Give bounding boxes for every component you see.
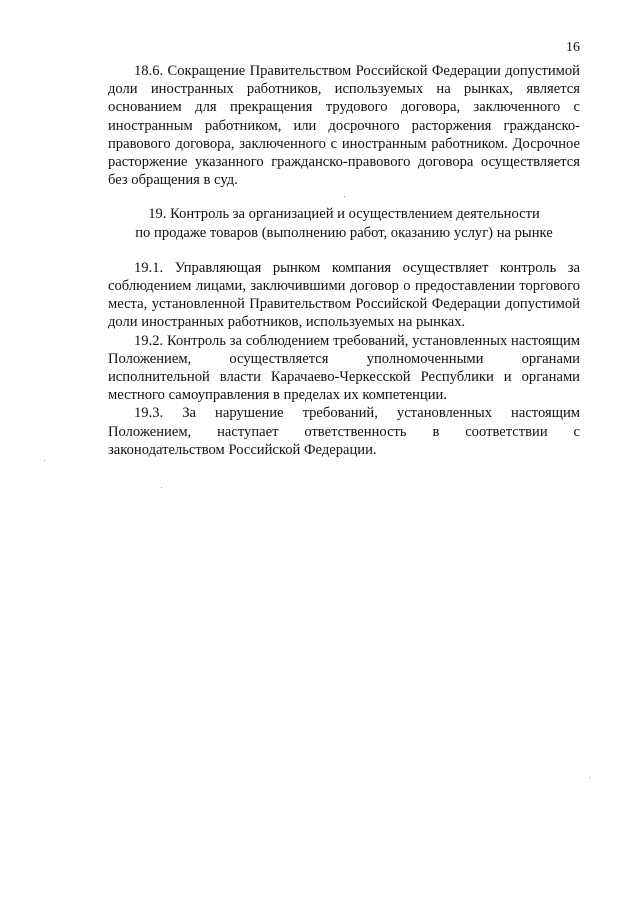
page-number: 16 bbox=[566, 40, 580, 55]
paragraph-19-1: 19.1. Управляющая рынком компания осуществляет контроль за соблюдением лицами, заключившими договор о предоставлении торгового места, установленной Правительством Российской Федерации допустимой доли иностранных работников, используемых на рынках. bbox=[108, 259, 580, 331]
scan-speck bbox=[44, 460, 45, 461]
scan-speck bbox=[589, 777, 590, 778]
paragraph-18-6: 18.6. Сокращение Правительством Российской Федерации допустимой доли иностранных работников, используемых на рынках, является основанием для прекращения трудового договора, заключенного с иностранным работником, или досрочного расторжения гражданско-правового договора, заключенного с иностранным работником. Досрочное расторжение указанного гражданско-правового договора осуществляется без обращения в суд. bbox=[108, 63, 580, 189]
paragraph-19-3: 19.3. За нарушение требований, установленных настоящим Положением, наступает ответственность в соответствии с законодательством Российской Федерации. bbox=[108, 405, 580, 458]
paragraph-19-2: 19.2. Контроль за соблюдением требований, установленных настоящим Положением, осуществляется уполномоченными органами исполнительной власти Карачаево-Черкесской Республики и органами местного самоуправления в пределах их компетенции. bbox=[108, 332, 580, 404]
scan-speck bbox=[344, 196, 345, 197]
section-19-heading bbox=[108, 205, 580, 241]
section-19-title-line-2: по продаже товаров (выполнению работ, оказанию услуг) на рынке bbox=[135, 224, 553, 241]
scan-speck bbox=[161, 487, 162, 488]
document-body bbox=[108, 62, 580, 459]
section-19-title-line-1: 19. Контроль за организацией и осуществлением деятельности bbox=[148, 206, 540, 223]
